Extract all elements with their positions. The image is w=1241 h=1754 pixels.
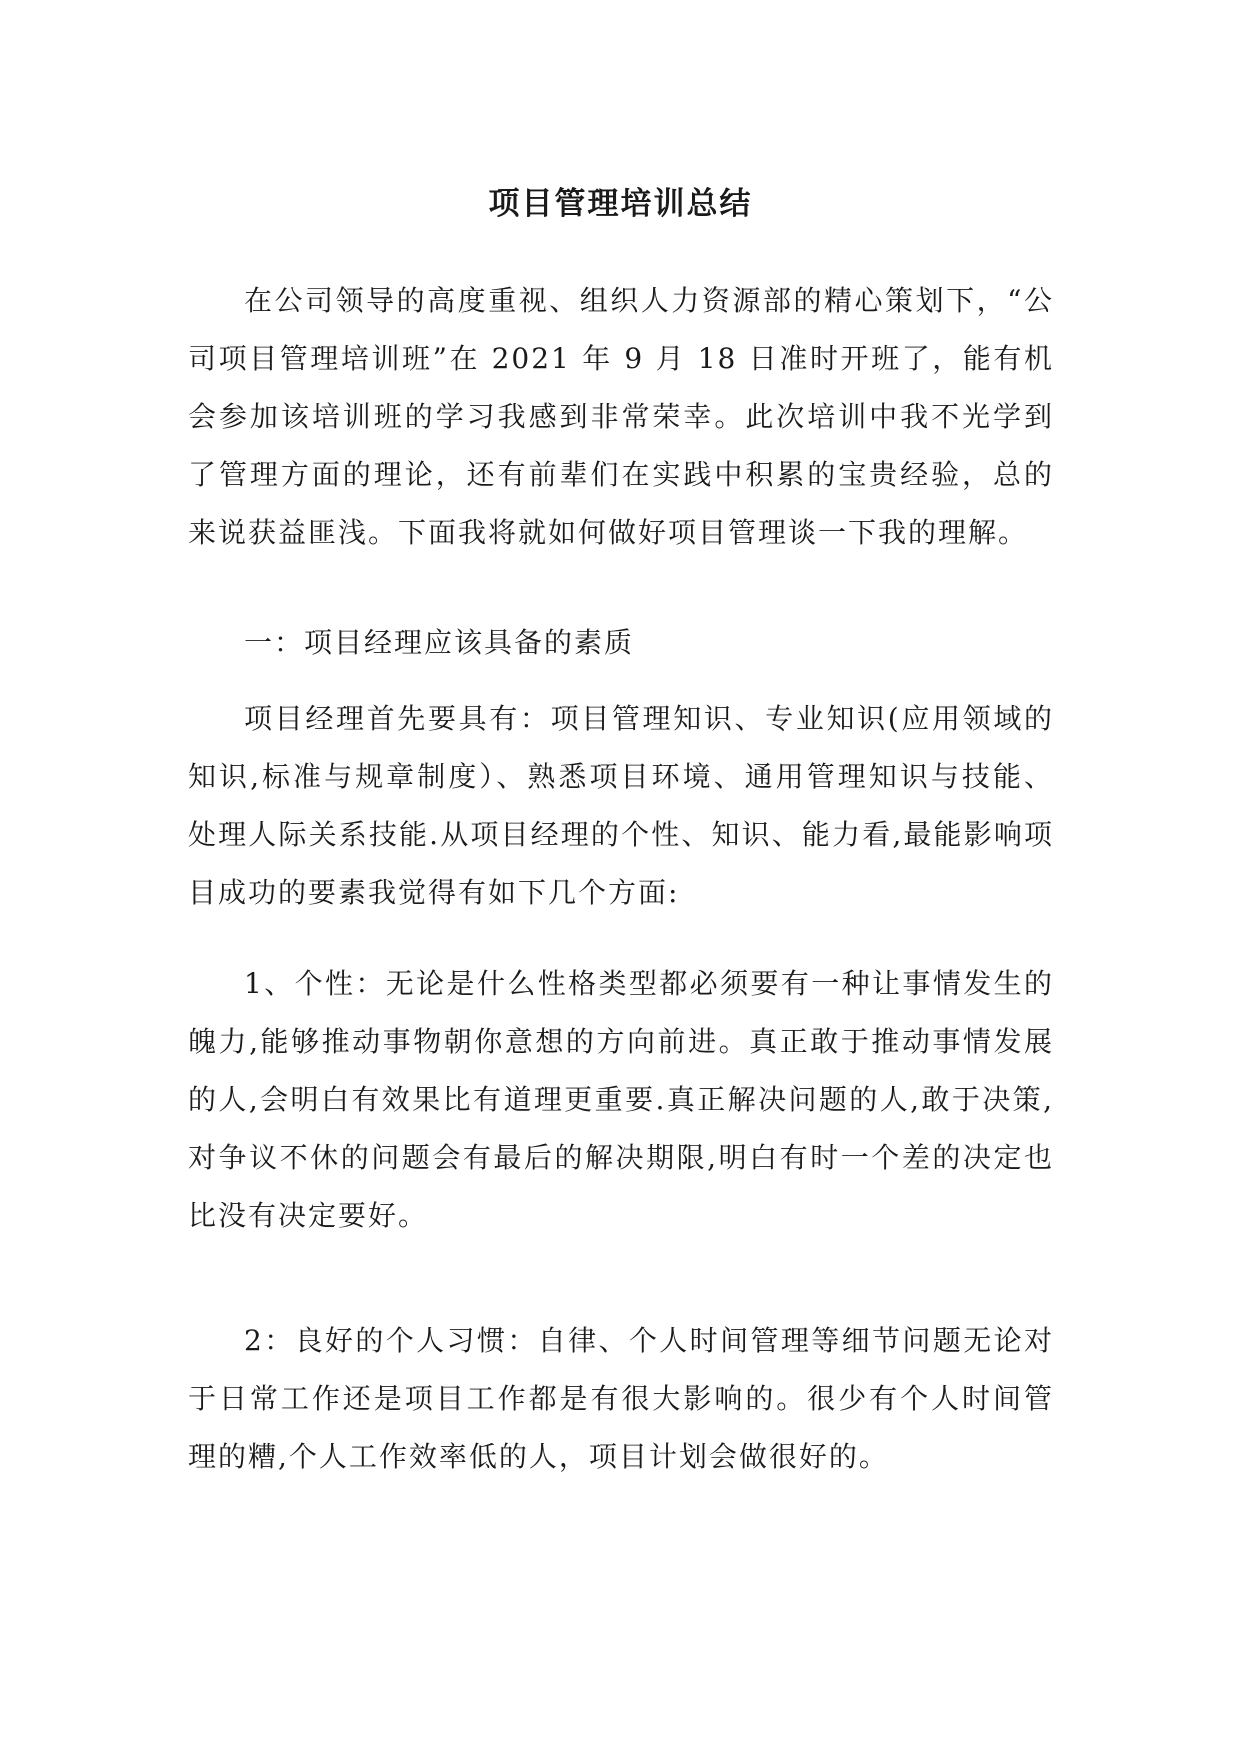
personality-paragraph: 1、个性：无论是什么性格类型都必须要有一种让事情发生的魄力,能够推动事物朝你意想的方向前进。真正敢于推动事情发展的人,会明白有效果比有道理更重要.真正解决问题的人,敢于决策,对争议不休的问题会有最后的解决期限,明白有时一个差的决定也比没有决定要好。 bbox=[188, 967, 1054, 1232]
requirements-paragraph: 项目经理首先要具有：项目管理知识、专业知识(应用领域的知识,标准与规章制度）、熟悉项目环境、通用管理知识与技能、处理人际关系技能.从项目经理的个性、知识、能力看,最能影响项目成功的要素我觉得有如下几个方面: bbox=[188, 702, 1054, 909]
section-heading: 一：项目经理应该具备的素质 bbox=[244, 626, 635, 659]
habits-paragraph: 2：良好的个人习惯：自律、个人时间管理等细节问题无论对于日常工作还是项目工作都是有很大影响的。很少有个人时间管理的糟,个人工作效率低的人，项目计划会做很好的。 bbox=[188, 1324, 1054, 1473]
page-title: 项目管理培训总结 bbox=[488, 186, 753, 222]
intro-paragraph: 在公司领导的高度重视、组织人力资源部的精心策划下，“公司项目管理培训班”在 2021 年 9 月 18 日准时开班了，能有机会参加该培训班的学习我感到非常荣幸。此次培训中我不光学到了管理方面的理论，还有前辈们在实践中积累的宝贵经验，总的来说获益匪浅。下面我将就如何做好项目管理谈一下我的理解。 bbox=[188, 284, 1054, 549]
